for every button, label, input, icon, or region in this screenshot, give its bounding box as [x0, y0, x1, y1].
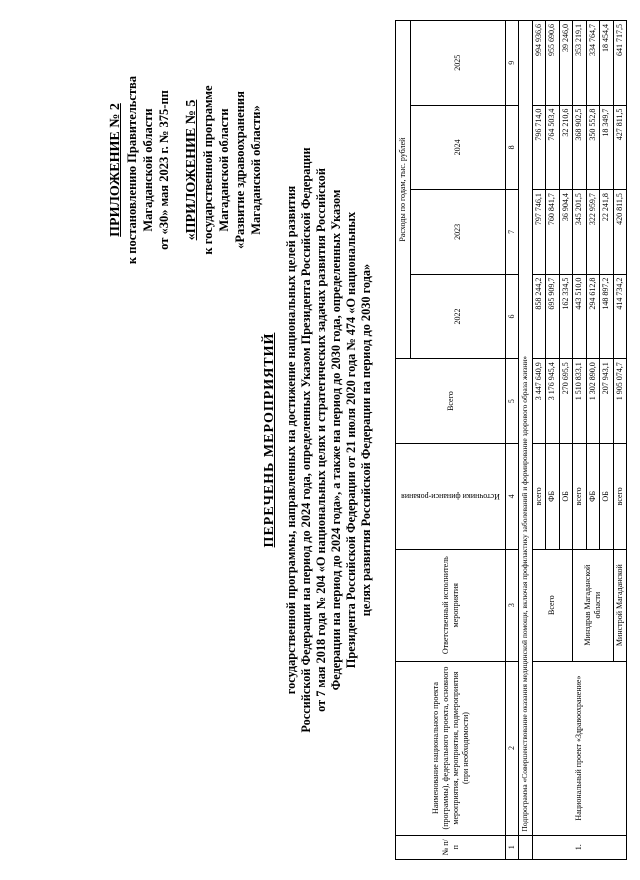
col-number: 2 [506, 661, 519, 835]
year-cell: 345 201,5 [573, 190, 587, 275]
title-line-5: Президента Российской Федерации от 21 июля 2020 года № 474 «О национальных [344, 211, 358, 669]
year-cell: 18 349,7 [600, 105, 614, 190]
year-cell: 353 219,1 [573, 21, 587, 106]
year-cell: 414 734,2 [613, 274, 627, 359]
total-cell: 1 510 833,1 [573, 359, 587, 444]
header-name: Наименование национального проекта (программы), федерального проекта, основного мероприятия, мероприятия, подмероприятия (при необходимости) [396, 661, 506, 835]
year-cell: 162 334,5 [559, 274, 573, 359]
document-title [262, 40, 374, 840]
executor-cell: Всего [532, 549, 573, 661]
header-year-2023: 2023 [411, 190, 506, 275]
header-year-2022: 2022 [411, 274, 506, 359]
year-cell: 695 909,7 [546, 274, 560, 359]
total-cell: 1 905 074,7 [613, 359, 627, 444]
appendix-program-name: «Развитие здравоохранения [233, 91, 247, 249]
year-cell: 148 897,2 [600, 274, 614, 359]
year-cell: 368 902,5 [573, 105, 587, 190]
year-cell: 322 959,7 [586, 190, 600, 275]
appendix-program-region: Магаданской области [217, 108, 231, 232]
source-cell: ФБ [586, 443, 600, 549]
year-cell: 764 503,4 [546, 105, 560, 190]
total-cell: 1 302 890,0 [586, 359, 600, 444]
header-executor: Ответственный исполнитель мероприятия [396, 549, 506, 661]
appendix-program-line: к государственной программе [201, 85, 215, 255]
executor-cell: Минстрой Магаданской [613, 549, 627, 661]
col-number: 8 [506, 105, 519, 190]
year-cell: 294 612,8 [586, 274, 600, 359]
year-cell: 420 811,5 [613, 190, 627, 275]
col-number: 9 [506, 21, 519, 106]
year-cell: 797 746,1 [532, 190, 546, 275]
appendix-program-name-2: Магаданской области» [249, 105, 263, 235]
year-cell: 22 241,8 [600, 190, 614, 275]
col-number: 3 [506, 549, 519, 661]
year-cell: 36 904,4 [559, 190, 573, 275]
year-cell: 760 841,7 [546, 190, 560, 275]
appendix-date-line: от «30» мая 2023 г. № 375-пп [157, 90, 171, 250]
appendix-program-number: «ПРИЛОЖЕНИЕ № 5 [184, 99, 199, 241]
year-cell: 955 690,6 [546, 21, 560, 106]
source-cell: всего [613, 443, 627, 549]
total-cell: 3 176 945,4 [546, 359, 560, 444]
title-line-1: государственной программы, направленных на достижение национальных целей развития [284, 185, 298, 695]
title-line-4: Федерации на период до 2024 года», а также на период до 2030 года, определенных Указом [329, 189, 343, 691]
total-cell: 270 695,5 [559, 359, 573, 444]
title-line-2: Российской Федерации на период до 2024 года, определенных Указом Президента Российской Федерации [299, 147, 313, 733]
col-number: 6 [506, 274, 519, 359]
source-cell: ФБ [546, 443, 560, 549]
year-cell: 334 764,7 [586, 21, 600, 106]
col-number: 7 [506, 190, 519, 275]
title-heading: ПЕРЕЧЕНЬ МЕРОПРИЯТИЙ [262, 332, 277, 548]
year-cell: 994 936,6 [532, 21, 546, 106]
header-year-2024: 2024 [411, 105, 506, 190]
executor-cell: Минздрав Магаданской области [573, 549, 614, 661]
header-source [396, 443, 506, 549]
source-cell: всего [573, 443, 587, 549]
header-year-2025: 2025 [411, 21, 506, 106]
header-num: № п/п [396, 835, 506, 859]
title-line-3: от 7 мая 2018 года № 204 «О национальных целях и стратегических задачах развития Российской [314, 168, 328, 712]
year-cell: 39 246,0 [559, 21, 573, 106]
year-cell: 32 210,6 [559, 105, 573, 190]
year-cell: 641 717,5 [613, 21, 627, 106]
source-cell: ОБ [559, 443, 573, 549]
col-number: 1 [506, 835, 519, 859]
appendix-region-line: Магаданской области [141, 108, 155, 232]
appendix-block [108, 20, 264, 320]
header-expenses: Расходы по годам, тыс. рублей [396, 21, 411, 359]
year-cell: 427 811,5 [613, 105, 627, 190]
year-cell: 796 714,0 [532, 105, 546, 190]
year-cell: 858 244,2 [532, 274, 546, 359]
year-cell: 443 510,0 [573, 274, 587, 359]
source-cell: всего [532, 443, 546, 549]
year-cell: 350 552,8 [586, 105, 600, 190]
header-total: Всего [396, 359, 506, 444]
col-number: 5 [506, 359, 519, 444]
appendix-resolution-line: к постановлению Правительства [125, 75, 139, 265]
year-cell: 18 454,4 [600, 21, 614, 106]
row-number: 1. [532, 835, 627, 859]
source-cell: ОБ [600, 443, 614, 549]
appendix-number: ПРИЛОЖЕНИЕ № 2 [108, 103, 123, 237]
measures-table [395, 20, 627, 860]
subprogram-title: Подпрограмма «Совершенствование оказания медицинской помощи, включая профилактику заболеваний и формирование здорового образа жизни» [519, 21, 533, 836]
header-source-text: Источники финанси-рования [401, 491, 500, 501]
total-cell: 3 447 640,9 [532, 359, 546, 444]
col-number: 4 [506, 443, 519, 549]
total-cell: 207 943,1 [600, 359, 614, 444]
title-line-6: целях развития Российской Федерации на период до 2030 года» [359, 263, 373, 617]
project-name: Национальный проект «Здравоохранение» [532, 661, 627, 835]
